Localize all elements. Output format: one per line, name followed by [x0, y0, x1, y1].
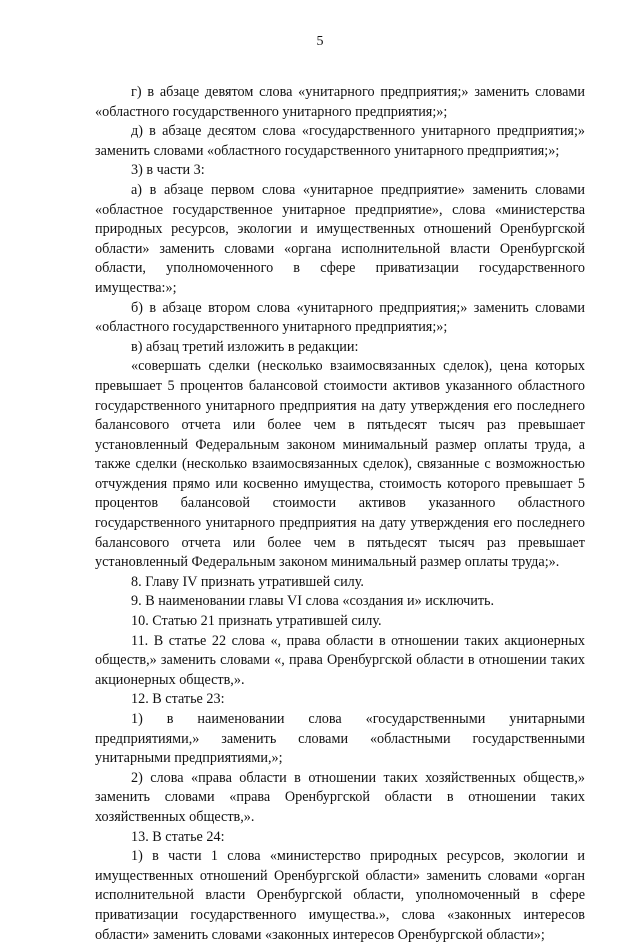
page-number: 5	[316, 34, 324, 49]
document-body	[95, 83, 585, 945]
paragraph-v: в) абзац третий изложить в редакции:	[131, 338, 359, 355]
paragraph-item-12: 12. В статье 23:	[131, 691, 225, 708]
paragraph-item-10: 10. Статью 21 признать утратившей силу.	[131, 613, 382, 630]
paragraph-a: а) в абзаце первом слова «унитарное предприятие» заменить словами «областное государственное унитарное предприятие», слова «министерства природных ресурсов, экологии и имущественных отношений Оренбургской области» заменить словами «органа исполнительной власти Оренбургской области, уполномоченного в сфере приватизации государственного имущества:»;	[95, 181, 585, 296]
quoted-text: «совершать сделки (несколько взаимосвязанных сделок), цена которых превышает 5 процентов балансовой стоимости активов указанного областного государственного унитарного предприятия на дату утверждения его последнего балансового отчета или более чем в пятьдесят тысяч раз превышает установленный Федеральным законом минимальный размер оплаты труда, а также сделки (несколько взаимосвязанных сделок), связанные с возможностью отчуждения прямо или косвенно имущества, стоимость которого превышает 5 процентов балансовой стоимости активов указанного областного государственного унитарного предприятия на дату утверждения его последнего балансового отчета или более чем в пятьдесят тысяч раз превышает установленный Федеральным законом минимальный размер оплаты труда;».	[95, 358, 585, 571]
paragraph-item-8: 8. Главу IV признать утратившей силу.	[131, 573, 364, 590]
paragraph-12-2: 2) слова «права области в отношении таких хозяйственных обществ,» заменить словами «права Оренбургской области в отношении таких хозяйственных обществ,».	[95, 769, 585, 825]
paragraph-item-11: 11. В статье 22 слова «, права области в отношении таких акционерных обществ,» заменить словами «, права Оренбургской области в отношении таких акционерных обществ,».	[95, 632, 585, 688]
paragraph-b: б) в абзаце втором слова «унитарного предприятия;» заменить словами «областного государственного унитарного предприятия;»;	[95, 299, 585, 336]
paragraph-13-1: 1) в части 1 слова «министерство природных ресурсов, экологии и имущественных отношений Оренбургской области» заменить словами «орган исполнительной власти Оренбургской области, уполномоченный в сфере приватизации государственного имущества.», слова «законных интересов области» заменить словами «законных интересов Оренбургской области»;	[95, 848, 585, 943]
paragraph-item-13: 13. В статье 24:	[131, 828, 225, 845]
paragraph-g: г) в абзаце девятом слова «унитарного предприятия;» заменить словами «областного государственного унитарного предприятия;»;	[95, 84, 585, 120]
paragraph-d: д) в абзаце десятом слова «государственного унитарного предприятия;» заменить словами «областного государственного унитарного предприятия;»;	[95, 123, 585, 159]
paragraph-part-3: 3) в части 3:	[131, 162, 205, 179]
paragraph-item-9: 9. В наименовании главы VI слова «создания и» исключить.	[131, 593, 495, 610]
paragraph-12-1: 1) в наименовании слова «государственными унитарными предприятиями,» заменить словами «областными государственными унитарными предприятиями,»;	[95, 711, 585, 767]
